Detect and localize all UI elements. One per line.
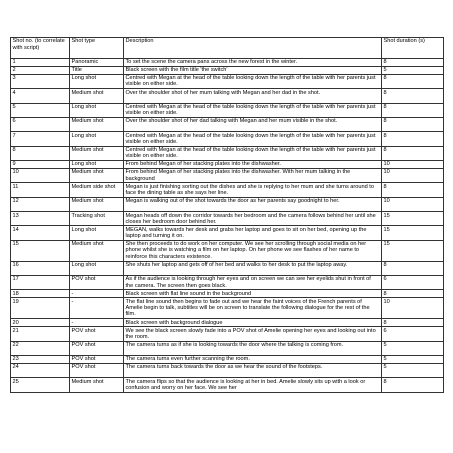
shot-type: POV shot — [70, 341, 124, 355]
shot-type: - — [70, 290, 124, 298]
shot-description: MEGAN, walks towards her desk and grabs her laptop and goes to sit on her bed, opening up the laptop and turning it on. — [124, 226, 382, 240]
shot-description: Centred with Megan at the head of the table looking down the length of the table with her parents just visible on either side. — [124, 132, 382, 146]
shot-duration: 8 — [382, 319, 444, 327]
shot-type: Medium shot — [70, 168, 124, 182]
shot-type: Long shot — [70, 132, 124, 146]
shot-type: Medium shot — [70, 378, 124, 392]
shot-type: POV shot — [70, 276, 124, 290]
shot-duration: 8 — [382, 146, 444, 160]
table-body — [11, 58, 444, 392]
table-row — [11, 66, 444, 74]
shot-description: Over the shoulder shot of her mum talking with Megan and her dad in the shot. — [124, 89, 382, 103]
shot-number: 11 — [11, 183, 70, 197]
shot-duration: 5 — [382, 363, 444, 377]
shot-description: The camera turns even further scanning the room. — [124, 355, 382, 363]
table-row — [11, 212, 444, 226]
shot-number: 23 — [11, 355, 70, 363]
shot-duration: 5 — [382, 341, 444, 355]
shot-duration: 10 — [382, 168, 444, 182]
shot-number: 3 — [11, 74, 70, 88]
shot-description: Centred with Megan at the head of the table looking down the length of the table with her parents just visible on either side. — [124, 103, 382, 117]
shot-duration: 8 — [382, 290, 444, 298]
table-row — [11, 183, 444, 197]
shot-duration: 15 — [382, 226, 444, 240]
shot-duration: 8 — [382, 74, 444, 88]
shot-duration: 8 — [382, 58, 444, 66]
table-row — [11, 132, 444, 146]
shot-type: Panoramic — [70, 58, 124, 66]
shot-number: 13 — [11, 212, 70, 226]
shot-type: Long shot — [70, 103, 124, 117]
shot-description: She then proceeds to do work on her computer. We see her scrolling through social media on her phone whilst she is watching a film on her laptop. On her phone we see flashes of her name to reinforce this characters existence. — [124, 240, 382, 261]
shot-type: POV shot — [70, 363, 124, 377]
shot-number: 19 — [11, 298, 70, 319]
table-row — [11, 89, 444, 103]
shot-duration: 10 — [382, 298, 444, 319]
table-row — [11, 146, 444, 160]
table-row — [11, 161, 444, 169]
shot-number: 7 — [11, 132, 70, 146]
shot-duration: 15 — [382, 240, 444, 261]
shot-number: 4 — [11, 89, 70, 103]
table-row — [11, 226, 444, 240]
shot-number: 10 — [11, 168, 70, 182]
shot-description: The camera turns as if she is looking towards the door where the talking is coming from. — [124, 341, 382, 355]
table-row — [11, 240, 444, 261]
shot-number: 5 — [11, 103, 70, 117]
shot-type: Title — [70, 66, 124, 74]
shot-description: Megan is walking out of the shot towards the door as her parents say goodnight to her. — [124, 197, 382, 211]
shot-duration: 8 — [382, 103, 444, 117]
shot-description: As if the audience is looking through her eyes and on screen we can see her eyelids shut in front of the camera. The screen then goes black. — [124, 276, 382, 290]
shot-number: 20 — [11, 319, 70, 327]
table-row — [11, 341, 444, 355]
shot-duration: 8 — [382, 117, 444, 131]
shot-number: 2 — [11, 66, 70, 74]
shot-duration: 5 — [382, 66, 444, 74]
table-row — [11, 103, 444, 117]
shot-duration: 10 — [382, 197, 444, 211]
table-row — [11, 355, 444, 363]
shot-description: To set the scene the camera pans across the new forest in the winter. — [124, 58, 382, 66]
shot-description: Centred with Megan at the head of the table looking down the length of the table with her parents just visible on either side. — [124, 74, 382, 88]
shot-type: Long shot — [70, 161, 124, 169]
shot-duration: 10 — [382, 161, 444, 169]
shot-description: Megan is just finishing sorting out the dishes and she is replying to her mum and she turns around to face the dining table as she says her line. — [124, 183, 382, 197]
table-row — [11, 261, 444, 275]
table-row — [11, 319, 444, 327]
shot-type: Medium shot — [70, 240, 124, 261]
table-row — [11, 298, 444, 319]
shot-type: POV shot — [70, 355, 124, 363]
shot-number: 9 — [11, 161, 70, 169]
shot-number: 22 — [11, 341, 70, 355]
shot-number: 12 — [11, 197, 70, 211]
table-row — [11, 117, 444, 131]
table-header-row — [11, 38, 444, 59]
shot-type: Medium shot — [70, 89, 124, 103]
shot-number: 21 — [11, 327, 70, 341]
shot-number: 15 — [11, 240, 70, 261]
table-row — [11, 197, 444, 211]
table-row — [11, 74, 444, 88]
shot-type: Medium shot — [70, 117, 124, 131]
shot-description: Over the shoulder shot of her dad talking with Megan and her mum visible in the shot. — [124, 117, 382, 131]
shot-duration: 8 — [382, 261, 444, 275]
table-row — [11, 168, 444, 182]
table-row — [11, 290, 444, 298]
header-duration: Shot duration (s) — [382, 38, 444, 59]
shot-number: 6 — [11, 117, 70, 131]
shot-type: - — [70, 298, 124, 319]
table-row — [11, 276, 444, 290]
table-row — [11, 378, 444, 392]
shot-description: From behind Megan of her stacking plates into the dishwasher. With her mum talking in the background — [124, 168, 382, 182]
shot-type: Medium shot — [70, 146, 124, 160]
table-row — [11, 363, 444, 377]
shot-number: 24 — [11, 363, 70, 377]
shot-duration: 8 — [382, 89, 444, 103]
shot-description: The camera turns back towards the door as we hear the sound of the footsteps. — [124, 363, 382, 377]
shot-duration: 15 — [382, 212, 444, 226]
shot-duration: 8 — [382, 183, 444, 197]
header-shot-type: Shot type — [70, 38, 124, 59]
shot-description: Black screen with flat line sound in the background — [124, 290, 382, 298]
shot-number: 16 — [11, 261, 70, 275]
shot-description: Black screen with background dialogue — [124, 319, 382, 327]
shot-number: 1 — [11, 58, 70, 66]
shot-type: Tracking shot — [70, 212, 124, 226]
header-shot-no: Shot no. (to correlate with script) — [11, 38, 70, 59]
shot-duration: 8 — [382, 378, 444, 392]
shot-number: 8 — [11, 146, 70, 160]
shot-type: POV shot — [70, 327, 124, 341]
shot-description: From behind Megan of her stacking plates into the dishwasher. — [124, 161, 382, 169]
shot-description: She shuts her laptop and gets off of her bed and walks to her desk to put the laptop away. — [124, 261, 382, 275]
shot-description: Black screen with the film title 'the switch' — [124, 66, 382, 74]
shot-type: - — [70, 319, 124, 327]
shot-type: Medium side shot — [70, 183, 124, 197]
shot-type: Long shot — [70, 74, 124, 88]
shot-number: 18 — [11, 290, 70, 298]
table-row — [11, 327, 444, 341]
shot-description: We see the black screen slowly fade into a POV shot of Amelie opening her eyes and looking out into the room. — [124, 327, 382, 341]
shot-list-table — [10, 37, 444, 393]
shot-number: 14 — [11, 226, 70, 240]
table-row — [11, 58, 444, 66]
shot-description: Centred with Megan at the head of the table looking down the length of the table with her parents just visible on either side. — [124, 146, 382, 160]
shot-duration: 8 — [382, 132, 444, 146]
shot-number: 25 — [11, 378, 70, 392]
shot-description: Megan heads off down the corridor towards her bedroom and the camera follows behind her until she closes her bedroom door behind her. — [124, 212, 382, 226]
shot-duration: 5 — [382, 355, 444, 363]
shot-description: The flat line sound then begins to fade out and we hear the faint voices of the French parents of Amelie begin to talk, subtitles will be on screen to translate the following dialogue for the rest of the film. — [124, 298, 382, 319]
shot-duration: 6 — [382, 276, 444, 290]
shot-type: Long shot — [70, 261, 124, 275]
shot-type: Medium shot — [70, 197, 124, 211]
shot-description: The camera flips so that the audience is looking at her in bed. Amelie slowly sits up with a look or confusion and worry on her face. We see her — [124, 378, 382, 392]
header-description: Description — [124, 38, 382, 59]
shot-number: 17 — [11, 276, 70, 290]
shot-type: Long shot — [70, 226, 124, 240]
shot-duration: 6 — [382, 327, 444, 341]
